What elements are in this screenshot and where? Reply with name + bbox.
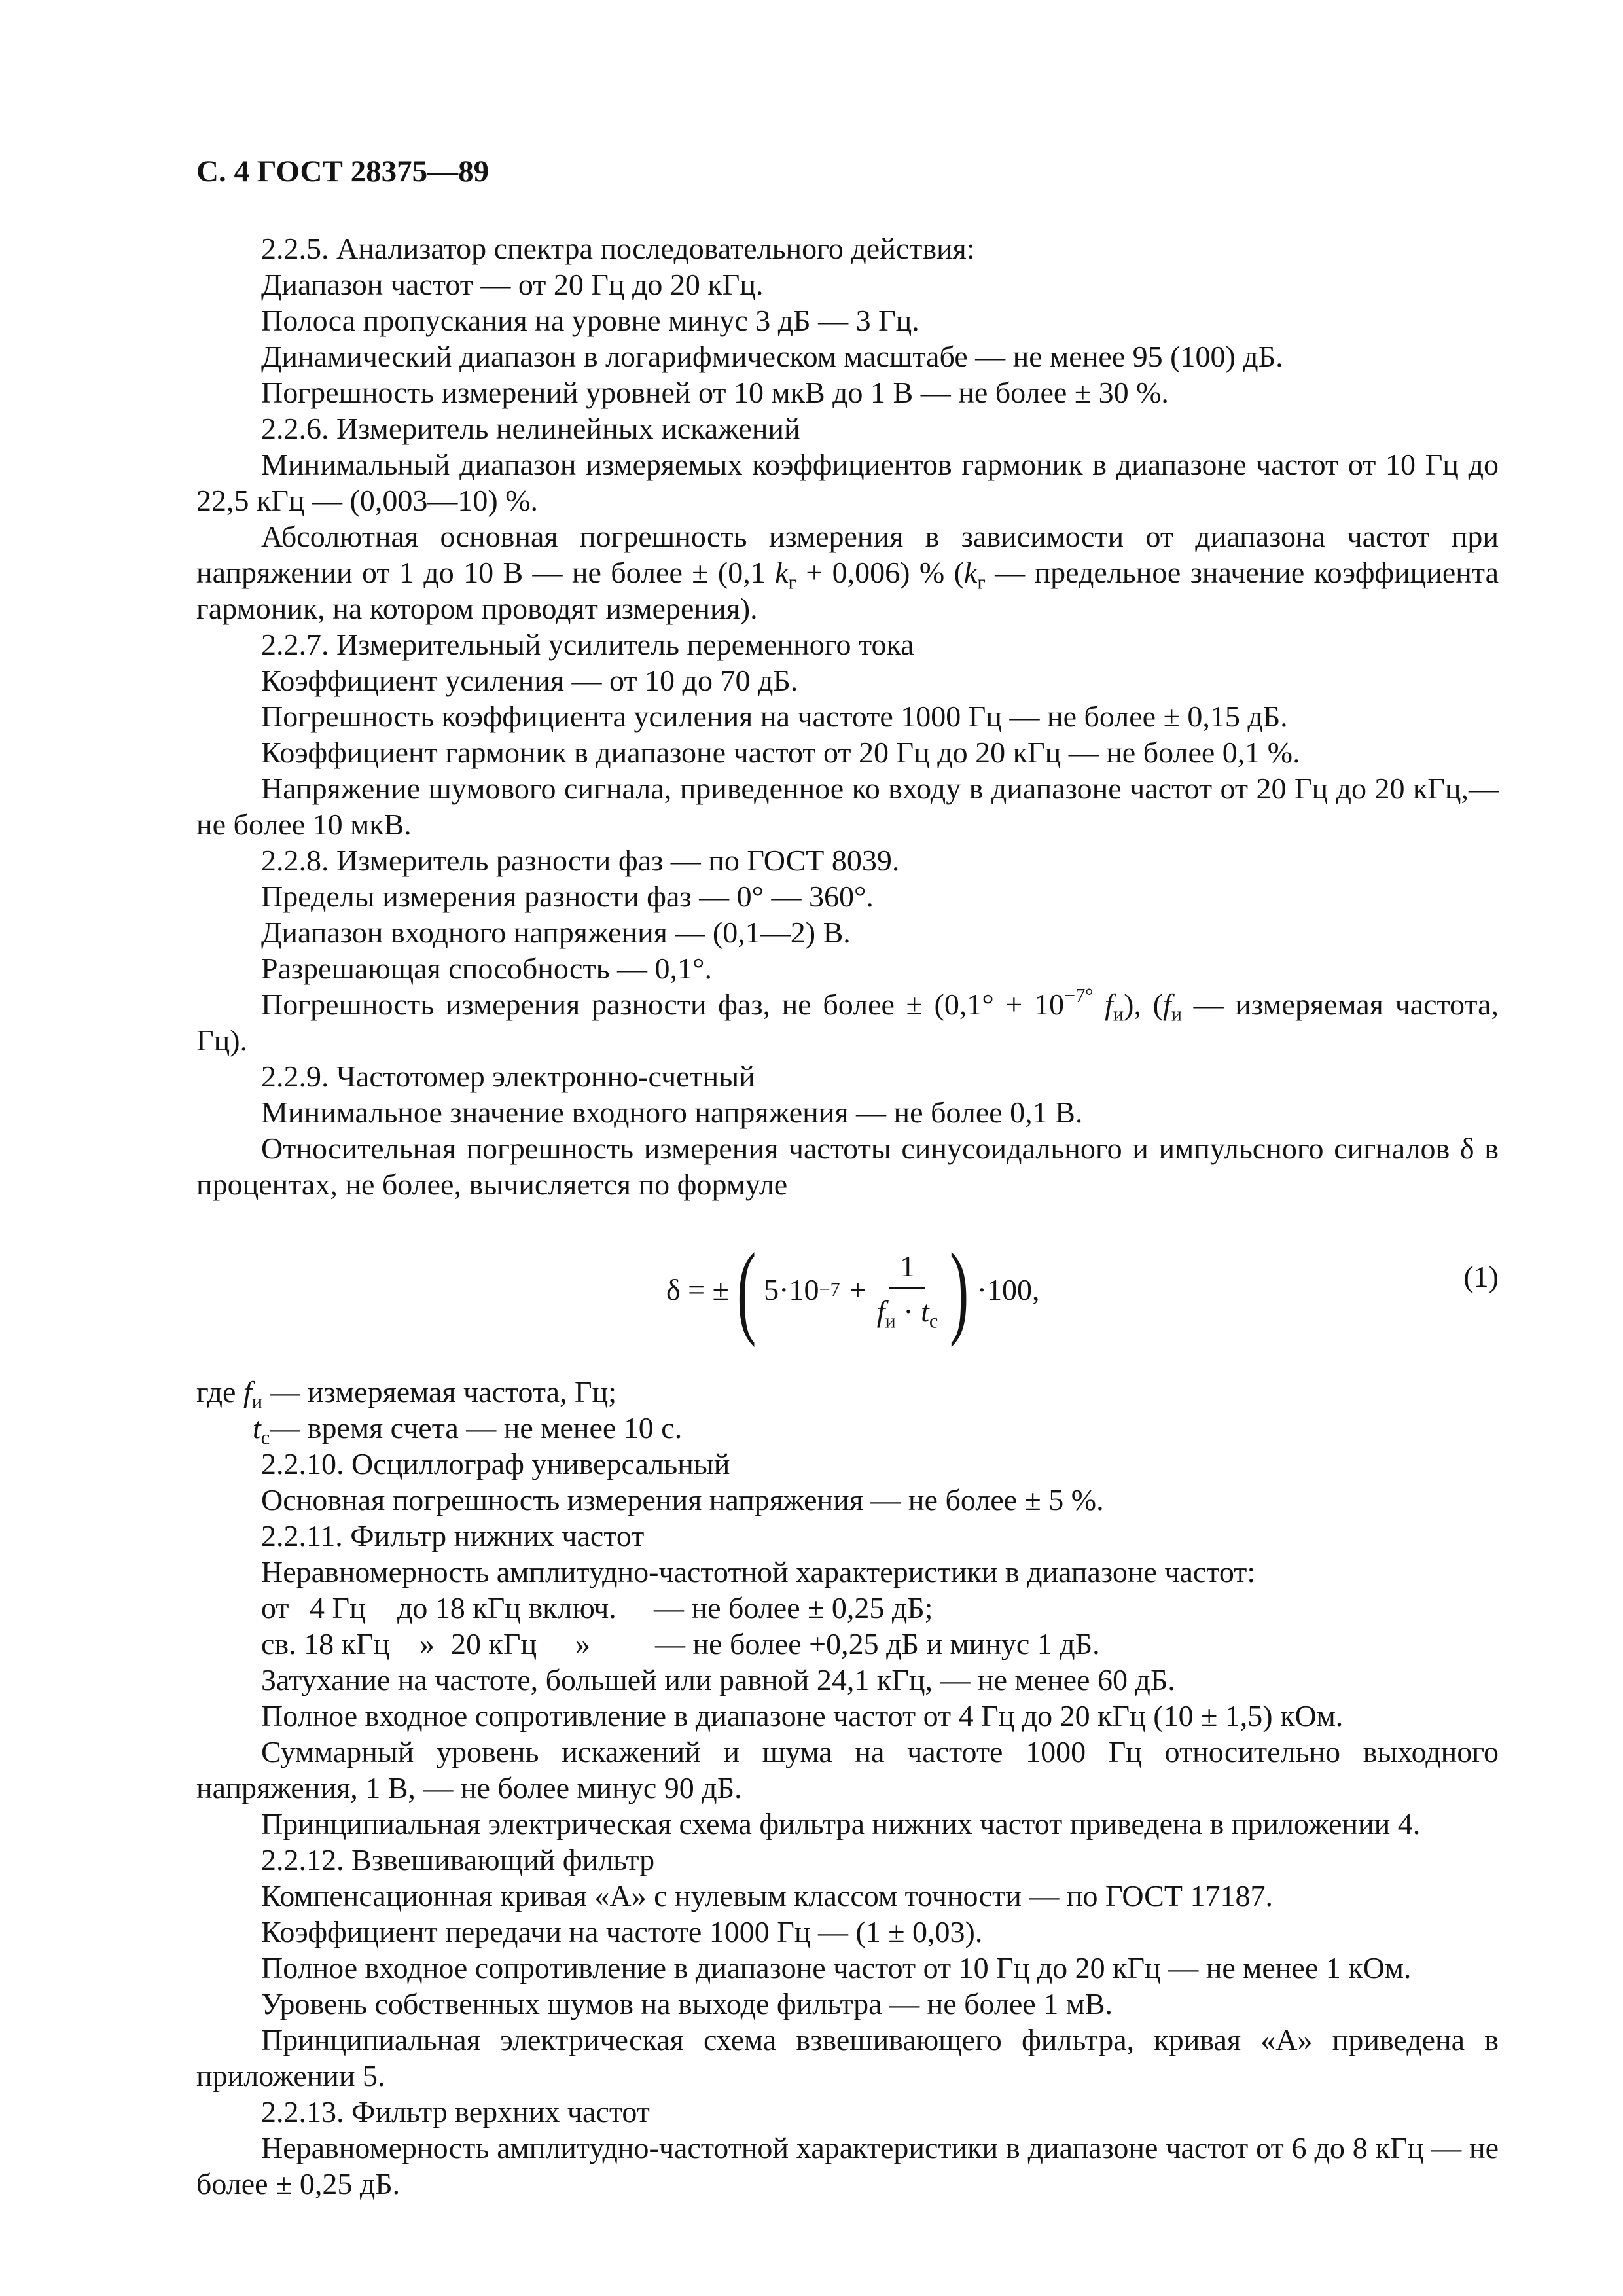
k-subscript: г: [788, 571, 796, 594]
s228-line-3: Разрешающая способность — 0,1°.: [261, 952, 712, 985]
equation-number: (1): [1463, 1260, 1499, 1293]
formula-fraction: [877, 1248, 938, 1331]
formula-lhs: δ = ±: [666, 1272, 729, 1306]
page-header: С. 4 ГОСТ 28375—89: [196, 154, 490, 188]
section-2-2-9-title: 2.2.9. Частотомер электронно-счетный: [261, 1060, 755, 1093]
s227-line-2: Погрешность коэффициента усиления на частоте 1000 Гц — не более ± 0,15 дБ.: [261, 700, 1288, 733]
where-f: f: [243, 1375, 252, 1408]
r1-value: — не более ± 0,25 дБ;: [654, 1591, 933, 1624]
where-text-2: — время счета — не менее 10 с.: [270, 1411, 683, 1444]
section-2-2-12-title: 2.2.12. Взвешивающий фильтр: [261, 1843, 655, 1876]
document-page: [196, 154, 1499, 2202]
s2212-line-4: Уровень собственных шумов на выходе фильтра — не более 1 мВ.: [261, 1987, 1113, 2020]
s226-paragraph-1: Минимальный диапазон измеряемых коэффициентов гармоник в диапазоне частот от 10 Гц до 22,5 кГц — (0,003—10) %.: [196, 448, 1499, 517]
s227-line-3: Коэффициент гармоник в диапазоне частот от 20 Гц до 20 кГц — не более 0,1 %.: [261, 736, 1300, 769]
s228-line-1: Пределы измерения разности фаз — 0° — 360°.: [261, 880, 874, 913]
s226-p2-text-a: Абсолютная основная погрешность измерения в зависимости от диапазона частот при напряжении от 1 до 10 В — не более ± (0,1: [196, 520, 1499, 589]
where-t-sub: с: [260, 1426, 270, 1449]
where-line-2: [196, 1410, 1499, 1449]
section-2-2-6-title: 2.2.6. Измеритель нелинейных искажений: [261, 412, 800, 445]
s2213-paragraph-1: Неравномерность амплитудно-частотной характеристики в диапазоне частот от 6 до 8 кГц — не более ± 0,25 дБ.: [196, 2131, 1499, 2200]
where-f-sub: и: [251, 1390, 262, 1413]
where-text-1: — измеряемая частота, Гц;: [262, 1375, 616, 1408]
right-paren: ): [950, 1231, 969, 1348]
s2211-line-5: Принципиальная электрическая схема фильтра нижних частот приведена в приложении 4.: [261, 1807, 1421, 1840]
formula-plus: +: [849, 1272, 866, 1306]
s2211-line-1: Неравномерность амплитудно-частотной характеристики в диапазоне частот:: [261, 1555, 1256, 1588]
s2211-paragraph-4: Суммарный уровень искажений и шума на частоте 1000 Гц относительно выходного напряжения, 1 В, — не более минус 90 дБ.: [196, 1735, 1499, 1804]
section-2-2-7-title: 2.2.7. Измерительный усилитель переменного тока: [261, 628, 914, 661]
f-subscript-2: и: [1171, 1003, 1182, 1026]
den-dot: ·: [903, 1294, 914, 1328]
s226-p2-text-b: + 0,006) % (: [796, 556, 964, 589]
s2212-line-2: Коэффициент передачи на частоте 1000 Гц — (1 ± 0,03).: [261, 1915, 983, 1948]
s229-line-1: Минимальное значение входного напряжения — не более 0,1 В.: [261, 1096, 1083, 1129]
formula-tail: ·100,: [976, 1272, 1040, 1306]
r2-from: св. 18 кГц: [261, 1627, 390, 1660]
s225-line-3: Динамический диапазон в логарифмическом масштабе — не менее 95 (100) дБ.: [261, 340, 1283, 373]
r2-high: 20 кГц: [451, 1627, 537, 1660]
s225-line-1: Диапазон частот — от 20 Гц до 20 кГц.: [261, 268, 764, 301]
section-2-2-5-title: 2.2.5. Анализатор спектра последовательного действия:: [261, 232, 975, 265]
s225-line-2: Полоса пропускания на уровне минус 3 дБ — 3 Гц.: [261, 304, 919, 337]
s226-paragraph-2: [196, 518, 1499, 626]
formula-term-a: 5·10: [764, 1272, 819, 1306]
r1-low: 4 Гц: [310, 1591, 366, 1624]
formula-body: δ = ± ( 5·10 −7 + $\frac{1}{f_и \cdot t_с}$ ) ·100,: [666, 1231, 1040, 1348]
s2211-range-row-1: [196, 1590, 1499, 1626]
s2211-line-2: Затухание на частоте, большей или равной 24,1 кГц, — не менее 60 дБ.: [261, 1663, 1175, 1696]
k-subscript-2: г: [977, 571, 986, 594]
s2212-line-1: Компенсационная кривая «А» с нулевым классом точности — по ГОСТ 17187.: [261, 1879, 1273, 1912]
s228-paragraph-4: [196, 986, 1499, 1058]
formula-1: [196, 1218, 1499, 1362]
where-t: t: [253, 1411, 261, 1444]
r2-ditto-2: »: [575, 1627, 590, 1660]
f-symbol: f: [1105, 988, 1113, 1021]
power-exponent: −7°: [1064, 984, 1094, 1007]
s228-p4-text-c: — измеряемая частота, Гц).: [196, 988, 1499, 1057]
s227-paragraph-4: Напряжение шумового сигнала, приведенное ко входу в диапазоне частот от 20 Гц до 20 кГц,— не более 10 мкВ.: [196, 772, 1499, 841]
s228-p4-text-b: ), (: [1124, 988, 1163, 1021]
den-f: f: [876, 1294, 885, 1328]
f-symbol-2: f: [1162, 988, 1171, 1021]
f-subscript: и: [1113, 1003, 1124, 1026]
s2211-line-3: Полное входное сопротивление в диапазоне частот от 4 Гц до 20 кГц (10 ± 1,5) кОм.: [261, 1699, 1344, 1732]
s228-p4-text-a: Погрешность измерения разности фаз, не более ± (0,1° + 10: [261, 988, 1064, 1021]
r1-high: до 18 кГц включ.: [397, 1591, 616, 1624]
k-symbol-2: k: [963, 556, 978, 589]
s2210-line-1: Основная погрешность измерения напряжения — не более ± 5 %.: [261, 1483, 1104, 1516]
where-line-1: [196, 1374, 1499, 1413]
den-t-sub: с: [929, 1310, 938, 1333]
k-symbol: k: [775, 556, 789, 589]
fraction-numerator: 1: [889, 1248, 925, 1289]
s226-p2-text-c: — предельное значение коэффициента гармоник, на котором проводят измерения).: [196, 556, 1499, 625]
where-prefix: где: [196, 1375, 243, 1408]
s229-paragraph-2: Относительная погрешность измерения частоты синусоидального и импульсного сигналов δ в процентах, не более, вычисляется по формуле: [196, 1132, 1499, 1201]
s2212-paragraph-5: Принципиальная электрическая схема взвешивающего фильтра, кривая «А» приведена в приложении 5.: [196, 2023, 1499, 2092]
section-2-2-13-title: 2.2.13. Фильтр верхних частот: [261, 2095, 650, 2128]
den-t: t: [921, 1294, 929, 1328]
r2-ditto-1: »: [419, 1627, 435, 1660]
fraction-denominator: [877, 1289, 938, 1331]
r2-value: — не более +0,25 дБ и минус 1 дБ.: [655, 1627, 1100, 1660]
section-2-2-8-title: 2.2.8. Измеритель разности фаз — по ГОСТ 8039.: [261, 844, 900, 877]
section-2-2-10-title: 2.2.10. Осциллограф универсальный: [261, 1447, 730, 1480]
s2211-range-row-2: [196, 1626, 1499, 1662]
s2212-line-3: Полное входное сопротивление в диапазоне частот от 10 Гц до 20 кГц — не менее 1 кОм.: [261, 1951, 1412, 1984]
r1-from: от: [261, 1591, 289, 1624]
section-2-2-11-title: 2.2.11. Фильтр нижних частот: [261, 1519, 645, 1552]
s227-line-1: Коэффициент усиления — от 10 до 70 дБ.: [261, 664, 798, 697]
left-paren: (: [736, 1231, 757, 1348]
s225-line-4: Погрешность измерений уровней от 10 мкВ до 1 В — не более ± 30 %.: [261, 376, 1169, 409]
s228-line-2: Диапазон входного напряжения — (0,1—2) В.: [261, 916, 851, 949]
den-f-sub: и: [885, 1310, 896, 1333]
